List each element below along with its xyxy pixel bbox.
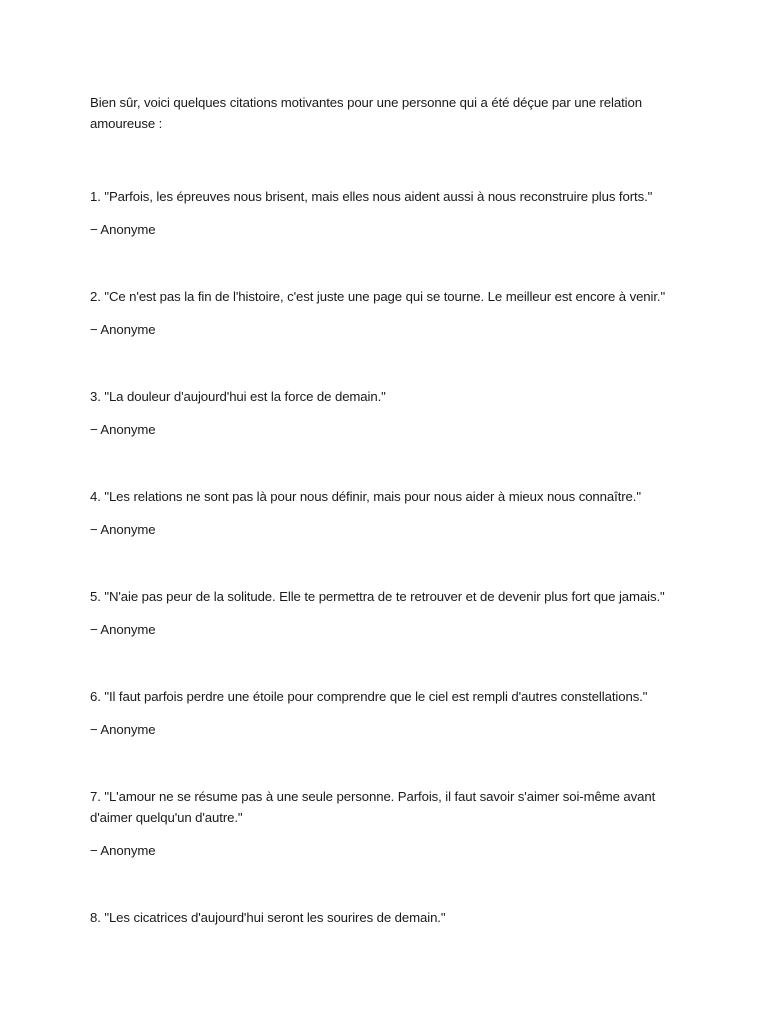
quote-text: 7. "L'amour ne se résume pas à une seule personne. Parfois, il faut savoir s'aimer soi-même avant d'aimer quelqu'un d'autre." [90, 789, 656, 825]
quote-text: 4. "Les relations ne sont pas là pour nous définir, mais pour nous aider à mieux nous connaître." [90, 489, 641, 504]
quote-text: 3. "La douleur d'aujourd'hui est la force de demain." [90, 389, 386, 404]
quote-author: − Anonyme [90, 522, 156, 537]
quote-item [90, 186, 670, 240]
quote-author: − Anonyme [90, 722, 156, 737]
quote-author: − Anonyme [90, 422, 156, 437]
quote-text: 5. "N'aie pas peur de la solitude. Elle te permettra de te retrouver et de devenir plus fort que jamais." [90, 589, 665, 604]
quote-item [90, 386, 670, 440]
quote-item [90, 486, 670, 540]
quote-text: 6. "Il faut parfois perdre une étoile pour comprendre que le ciel est rempli d'autres constellations." [90, 689, 648, 704]
quote-author: − Anonyme [90, 622, 156, 637]
quote-item [90, 286, 670, 340]
intro-paragraph: Bien sûr, voici quelques citations motivantes pour une personne qui a été déçue par une relation amoureuse : [90, 95, 642, 131]
document-body [90, 92, 670, 928]
quote-author: − Anonyme [90, 322, 156, 337]
quote-text: 8. "Les cicatrices d'aujourd'hui seront les sourires de demain." [90, 910, 446, 925]
quote-item [90, 786, 670, 861]
quote-item [90, 586, 670, 640]
quote-item [90, 907, 670, 928]
quote-text: 1. "Parfois, les épreuves nous brisent, mais elles nous aident aussi à nous reconstruire plus forts." [90, 189, 653, 204]
quote-item [90, 686, 670, 740]
quote-author: − Anonyme [90, 843, 156, 858]
quote-text: 2. "Ce n'est pas la fin de l'histoire, c'est juste une page qui se tourne. Le meilleur est encore à venir." [90, 289, 666, 304]
quote-author: − Anonyme [90, 222, 156, 237]
